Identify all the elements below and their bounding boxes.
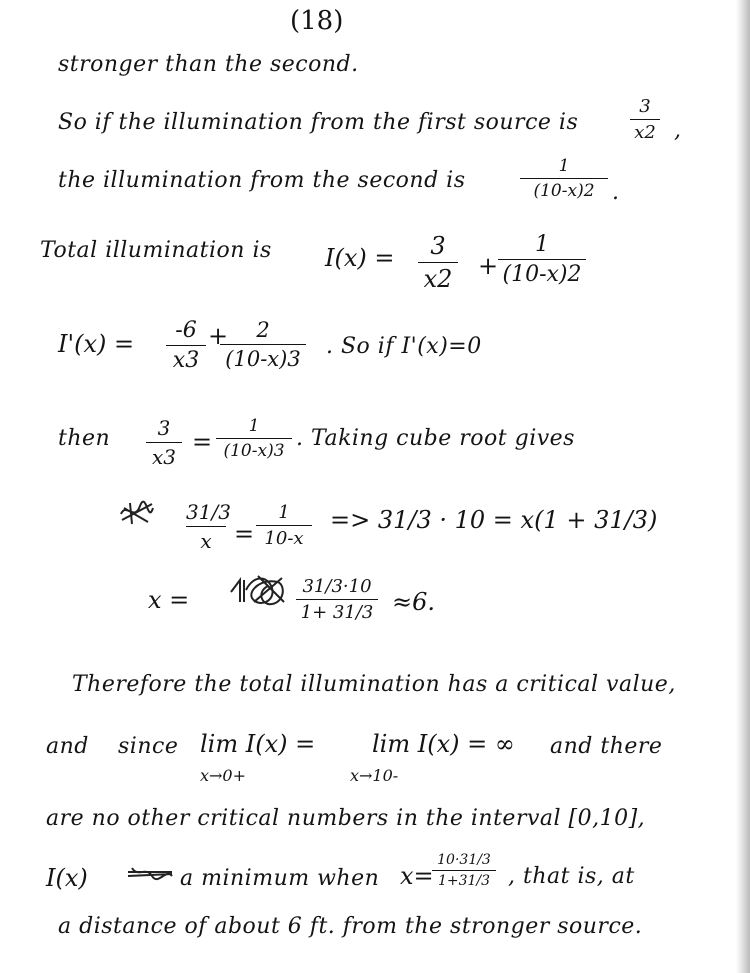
l6-fraction-2: 1 (10-x)3: [216, 416, 292, 461]
line-9: Therefore the total illumination has a critical value,: [72, 672, 676, 697]
l12-minimum: a minimum when: [180, 866, 380, 891]
line-3: the illumination from the second is: [58, 168, 466, 193]
line-13: a distance of about 6 ft. from the stronger source.: [58, 914, 643, 939]
l12-that-is: , that is, at: [508, 864, 635, 889]
line-4: Total illumination is: [40, 238, 272, 263]
l8-rest: ≈6.: [392, 588, 436, 616]
l10-and-there: and there: [550, 734, 663, 759]
l12-fraction: 10·31/3 1+31/3: [432, 852, 496, 889]
l6-then: then: [58, 426, 111, 451]
l4-lhs: I(x) =: [325, 244, 395, 272]
line-1: stronger than the second.: [58, 52, 359, 77]
l5-lhs: I'(x) =: [58, 330, 135, 358]
scan-edge-shadow: [736, 0, 750, 973]
l3-end: .: [612, 180, 620, 205]
l7-eq: =: [234, 520, 255, 548]
l6-fraction-1: 3 x3: [146, 416, 182, 469]
l2-den: x2: [634, 122, 656, 143]
l7-fraction-1: 31/3 x: [186, 500, 231, 553]
line-2: So if the illumination from the first source is: [58, 110, 579, 135]
l5-plus: +: [208, 322, 229, 350]
l5-fraction-1: -6 x3: [166, 318, 206, 373]
l12-x-eq: x=: [400, 862, 434, 890]
l10-sub-1: x→0+: [200, 766, 247, 785]
l3-den: (10-x)2: [533, 181, 595, 201]
l10-sub-2: x→10-: [350, 766, 399, 785]
l3-fraction: [520, 156, 608, 201]
l2-num: 3: [639, 96, 651, 117]
l8-fraction: 31/3·10 1+ 31/3: [296, 576, 378, 623]
l12-ix: I(x): [46, 864, 88, 892]
l4-fraction-2: 1 (10-x)2: [498, 232, 586, 287]
l7-rest: => 31/3 · 10 = x(1 + 31/3): [330, 506, 658, 534]
crossed-out-scribble-2: [228, 572, 290, 610]
l5-fraction-2: 2 (10-x)3: [220, 318, 306, 371]
page-number: (18): [290, 6, 344, 36]
l8-lhs: x =: [148, 586, 190, 614]
l4-plus: +: [478, 252, 499, 280]
crossed-out-scribble: [118, 500, 156, 526]
l6-text: . Taking cube root gives: [296, 426, 575, 451]
crossed-out-word: [126, 862, 176, 882]
l10-and: and: [46, 734, 89, 759]
l6-eq: =: [192, 428, 213, 456]
l2-end: ,: [674, 118, 682, 143]
line-11: are no other critical numbers in the interval [0,10],: [46, 806, 646, 831]
l10-since: since: [118, 734, 179, 759]
l5-text: . So if I'(x)=0: [326, 334, 482, 359]
l10-lim-1: lim I(x) =: [200, 730, 316, 758]
l3-num: 1: [558, 156, 570, 176]
l2-fraction: [630, 96, 660, 143]
l4-fraction-1: 3 x2: [418, 232, 458, 293]
l10-lim-2: lim I(x) = ∞: [372, 730, 515, 758]
l7-fraction-2: 1 10-x: [256, 502, 312, 549]
